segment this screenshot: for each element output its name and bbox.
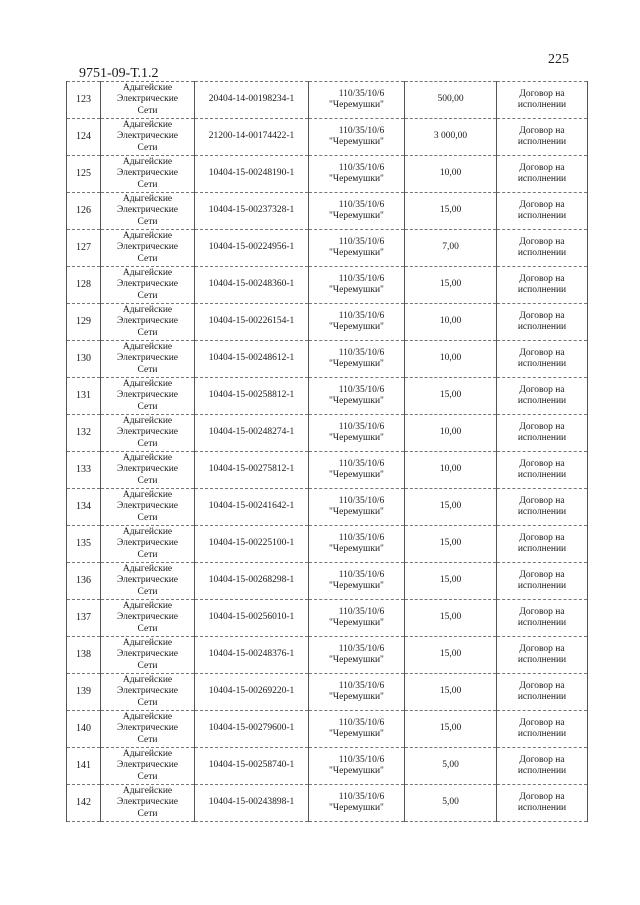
status-line: Договор на — [519, 532, 565, 543]
org-line: Сети — [137, 401, 158, 412]
table-row — [67, 563, 588, 600]
org-line: Адыгейские — [122, 748, 173, 759]
organization-cell — [101, 785, 195, 822]
status-line: Договор на — [519, 384, 565, 395]
power-value: 10,00 — [405, 415, 497, 452]
substation-voltage: 110/35/10/6 — [338, 88, 385, 99]
contract-number: 10404-15-00268298-1 — [195, 563, 309, 600]
substation-name: "Черемушки" — [329, 507, 384, 517]
table-row — [67, 230, 588, 267]
status-line: исполнении — [517, 248, 567, 258]
organization-cell — [101, 452, 195, 489]
row-number: 130 — [67, 341, 101, 378]
org-line: Адыгейские — [122, 489, 173, 500]
contract-number: 10404-15-00248274-1 — [195, 415, 309, 452]
org-line: Электрические — [116, 242, 179, 253]
table-row — [67, 193, 588, 230]
substation-cell — [309, 674, 405, 711]
organization-cell — [101, 489, 195, 526]
status-line: Договор на — [519, 236, 565, 247]
organization-cell — [101, 82, 195, 119]
row-number: 136 — [67, 563, 101, 600]
table-row — [67, 452, 588, 489]
row-number: 138 — [67, 637, 101, 674]
organization-cell — [101, 378, 195, 415]
organization-cell — [101, 526, 195, 563]
contract-number: 10404-15-00279600-1 — [195, 711, 309, 748]
power-value: 15,00 — [405, 563, 497, 600]
status-line: исполнении — [517, 322, 567, 332]
org-line: Электрические — [116, 649, 179, 660]
org-line: Сети — [137, 327, 158, 338]
contract-number: 10404-15-00243898-1 — [195, 785, 309, 822]
row-number: 133 — [67, 452, 101, 489]
organization-cell — [101, 156, 195, 193]
contract-number: 10404-15-00248612-1 — [195, 341, 309, 378]
substation-voltage: 110/35/10/6 — [338, 643, 385, 654]
table-row — [67, 119, 588, 156]
org-line: Электрические — [116, 686, 179, 697]
org-line: Адыгейские — [122, 415, 173, 426]
org-line: Сети — [137, 438, 158, 449]
status-line: исполнении — [517, 211, 567, 221]
org-line: Адыгейские — [122, 304, 173, 315]
organization-cell — [101, 600, 195, 637]
org-line: Сети — [137, 216, 158, 227]
contract-number: 10404-15-00248190-1 — [195, 156, 309, 193]
contract-status — [497, 193, 588, 230]
row-number: 140 — [67, 711, 101, 748]
substation-cell — [309, 563, 405, 600]
power-value: 500,00 — [405, 82, 497, 119]
status-line: Договор на — [519, 310, 565, 321]
organization-cell — [101, 119, 195, 156]
status-line: исполнении — [517, 100, 567, 110]
contract-number: 10404-15-00248360-1 — [195, 267, 309, 304]
power-value: 15,00 — [405, 711, 497, 748]
org-line: Сети — [137, 142, 158, 153]
substation-name: "Черемушки" — [329, 766, 384, 776]
org-line: Сети — [137, 179, 158, 190]
status-line: исполнении — [517, 655, 567, 665]
org-line: Адыгейские — [122, 785, 173, 796]
table-row — [67, 304, 588, 341]
org-line: Сети — [137, 660, 158, 671]
substation-name: "Черемушки" — [329, 248, 384, 258]
row-number: 129 — [67, 304, 101, 341]
contract-status — [497, 563, 588, 600]
status-line: исполнении — [517, 433, 567, 443]
status-line: исполнении — [517, 803, 567, 813]
org-line: Адыгейские — [122, 674, 173, 685]
substation-name: "Черемушки" — [329, 211, 384, 221]
substation-voltage: 110/35/10/6 — [338, 421, 385, 432]
row-number: 126 — [67, 193, 101, 230]
status-line: Договор на — [519, 680, 565, 691]
status-line: Договор на — [519, 347, 565, 358]
organization-cell — [101, 267, 195, 304]
power-value: 15,00 — [405, 489, 497, 526]
status-line: Договор на — [519, 717, 565, 728]
power-value: 5,00 — [405, 785, 497, 822]
substation-voltage: 110/35/10/6 — [338, 791, 385, 802]
substation-voltage: 110/35/10/6 — [338, 310, 385, 321]
org-line: Сети — [137, 475, 158, 486]
contract-status — [497, 156, 588, 193]
org-line: Адыгейские — [122, 452, 173, 463]
organization-cell — [101, 304, 195, 341]
org-line: Электрические — [116, 464, 179, 475]
substation-cell — [309, 119, 405, 156]
contract-number: 20404-14-00198234-1 — [195, 82, 309, 119]
row-number: 132 — [67, 415, 101, 452]
substation-name: "Черемушки" — [329, 729, 384, 739]
table-row — [67, 748, 588, 785]
power-value: 15,00 — [405, 193, 497, 230]
power-value: 15,00 — [405, 600, 497, 637]
substation-voltage: 110/35/10/6 — [338, 680, 385, 691]
org-line: Сети — [137, 771, 158, 782]
contract-number: 10404-15-00275812-1 — [195, 452, 309, 489]
substation-voltage: 110/35/10/6 — [338, 162, 385, 173]
substation-cell — [309, 415, 405, 452]
substation-cell — [309, 378, 405, 415]
contract-number: 10404-15-00237328-1 — [195, 193, 309, 230]
org-line: Электрические — [116, 723, 179, 734]
contract-number: 10404-15-00226154-1 — [195, 304, 309, 341]
org-line: Сети — [137, 549, 158, 560]
org-line: Электрические — [116, 538, 179, 549]
organization-cell — [101, 193, 195, 230]
row-number: 127 — [67, 230, 101, 267]
contract-status — [497, 526, 588, 563]
substation-cell — [309, 230, 405, 267]
contract-number: 21200-14-00174422-1 — [195, 119, 309, 156]
org-line: Адыгейские — [122, 711, 173, 722]
power-value: 3 000,00 — [405, 119, 497, 156]
contract-status — [497, 489, 588, 526]
substation-name: "Черемушки" — [329, 544, 384, 554]
substation-name: "Черемушки" — [329, 433, 384, 443]
status-line: исполнении — [517, 174, 567, 184]
org-line: Сети — [137, 623, 158, 634]
contract-status — [497, 119, 588, 156]
contract-number: 10404-15-00258740-1 — [195, 748, 309, 785]
substation-name: "Черемушки" — [329, 359, 384, 369]
substation-voltage: 110/35/10/6 — [338, 532, 385, 543]
substation-cell — [309, 341, 405, 378]
org-line: Сети — [137, 808, 158, 819]
substation-cell — [309, 600, 405, 637]
substation-voltage: 110/35/10/6 — [338, 273, 385, 284]
status-line: Договор на — [519, 458, 565, 469]
organization-cell — [101, 415, 195, 452]
status-line: исполнении — [517, 692, 567, 702]
substation-voltage: 110/35/10/6 — [338, 717, 385, 728]
row-number: 137 — [67, 600, 101, 637]
org-line: Электрические — [116, 94, 179, 105]
table-row — [67, 82, 588, 119]
contract-number: 10404-15-00258812-1 — [195, 378, 309, 415]
status-line: исполнении — [517, 137, 567, 147]
substation-voltage: 110/35/10/6 — [338, 199, 385, 210]
substation-cell — [309, 526, 405, 563]
contract-number: 10404-15-00224956-1 — [195, 230, 309, 267]
org-line: Сети — [137, 105, 158, 116]
org-line: Адыгейские — [122, 600, 173, 611]
substation-name: "Черемушки" — [329, 470, 384, 480]
substation-name: "Черемушки" — [329, 803, 384, 813]
row-number: 141 — [67, 748, 101, 785]
org-line: Сети — [137, 697, 158, 708]
table-row — [67, 378, 588, 415]
status-line: исполнении — [517, 359, 567, 369]
row-number: 128 — [67, 267, 101, 304]
status-line: Договор на — [519, 199, 565, 210]
status-line: Договор на — [519, 754, 565, 765]
status-line: Договор на — [519, 421, 565, 432]
contract-number: 10404-15-00225100-1 — [195, 526, 309, 563]
substation-voltage: 110/35/10/6 — [338, 384, 385, 395]
substation-cell — [309, 156, 405, 193]
org-line: Электрические — [116, 316, 179, 327]
status-line: исполнении — [517, 285, 567, 295]
contract-status — [497, 637, 588, 674]
substation-voltage: 110/35/10/6 — [338, 754, 385, 765]
contract-status — [497, 304, 588, 341]
table-row — [67, 711, 588, 748]
table-row — [67, 489, 588, 526]
org-line: Электрические — [116, 353, 179, 364]
substation-name: "Черемушки" — [329, 322, 384, 332]
substation-name: "Черемушки" — [329, 285, 384, 295]
org-line: Адыгейские — [122, 378, 173, 389]
table-row — [67, 267, 588, 304]
org-line: Адыгейские — [122, 341, 173, 352]
page-number: 225 — [548, 52, 569, 67]
power-value: 7,00 — [405, 230, 497, 267]
org-line: Электрические — [116, 501, 179, 512]
status-line: Договор на — [519, 569, 565, 580]
org-line: Адыгейские — [122, 526, 173, 537]
org-line: Электрические — [116, 427, 179, 438]
org-line: Электрические — [116, 612, 179, 623]
substation-cell — [309, 637, 405, 674]
contract-status — [497, 600, 588, 637]
contract-number: 10404-15-00256010-1 — [195, 600, 309, 637]
status-line: Договор на — [519, 791, 565, 802]
org-line: Электрические — [116, 205, 179, 216]
status-line: Договор на — [519, 88, 565, 99]
substation-cell — [309, 785, 405, 822]
power-value: 10,00 — [405, 156, 497, 193]
organization-cell — [101, 711, 195, 748]
table-row — [67, 674, 588, 711]
contract-status — [497, 82, 588, 119]
substation-cell — [309, 489, 405, 526]
table-row — [67, 637, 588, 674]
contract-status — [497, 785, 588, 822]
substation-voltage: 110/35/10/6 — [338, 495, 385, 506]
org-line: Электрические — [116, 575, 179, 586]
row-number: 123 — [67, 82, 101, 119]
status-line: исполнении — [517, 766, 567, 776]
substation-name: "Черемушки" — [329, 655, 384, 665]
status-line: исполнении — [517, 470, 567, 480]
org-line: Электрические — [116, 760, 179, 771]
row-number: 134 — [67, 489, 101, 526]
power-value: 15,00 — [405, 526, 497, 563]
substation-cell — [309, 267, 405, 304]
status-line: Договор на — [519, 273, 565, 284]
contract-status — [497, 230, 588, 267]
org-line: Электрические — [116, 390, 179, 401]
power-value: 10,00 — [405, 452, 497, 489]
substation-name: "Черемушки" — [329, 100, 384, 110]
table-row — [67, 341, 588, 378]
table-row — [67, 600, 588, 637]
substation-voltage: 110/35/10/6 — [338, 569, 385, 580]
org-line: Адыгейские — [122, 82, 173, 93]
substation-cell — [309, 304, 405, 341]
status-line: исполнении — [517, 618, 567, 628]
table-row — [67, 156, 588, 193]
row-number: 125 — [67, 156, 101, 193]
substation-voltage: 110/35/10/6 — [338, 236, 385, 247]
org-line: Адыгейские — [122, 119, 173, 130]
status-line: исполнении — [517, 729, 567, 739]
table-row — [67, 415, 588, 452]
row-number: 135 — [67, 526, 101, 563]
organization-cell — [101, 341, 195, 378]
table-row — [67, 785, 588, 822]
organization-cell — [101, 637, 195, 674]
substation-cell — [309, 711, 405, 748]
status-line: исполнении — [517, 544, 567, 554]
org-line: Сети — [137, 512, 158, 523]
org-line: Адыгейские — [122, 563, 173, 574]
status-line: исполнении — [517, 396, 567, 406]
row-number: 142 — [67, 785, 101, 822]
substation-voltage: 110/35/10/6 — [338, 606, 385, 617]
contract-status — [497, 341, 588, 378]
power-value: 10,00 — [405, 341, 497, 378]
org-line: Адыгейские — [122, 230, 173, 241]
substation-cell — [309, 452, 405, 489]
substation-voltage: 110/35/10/6 — [338, 125, 385, 136]
substation-name: "Черемушки" — [329, 581, 384, 591]
table-body — [67, 82, 588, 822]
contract-status — [497, 748, 588, 785]
org-line: Адыгейские — [122, 193, 173, 204]
power-value: 15,00 — [405, 637, 497, 674]
status-line: Договор на — [519, 495, 565, 506]
status-line: Договор на — [519, 643, 565, 654]
substation-voltage: 110/35/10/6 — [338, 458, 385, 469]
substation-cell — [309, 82, 405, 119]
substation-name: "Черемушки" — [329, 618, 384, 628]
organization-cell — [101, 563, 195, 600]
organization-cell — [101, 674, 195, 711]
substation-cell — [309, 193, 405, 230]
power-value: 15,00 — [405, 378, 497, 415]
row-number: 131 — [67, 378, 101, 415]
contract-status — [497, 452, 588, 489]
status-line: исполнении — [517, 507, 567, 517]
substation-name: "Черемушки" — [329, 137, 384, 147]
document-code: 9751-09-Т.1.2 — [79, 66, 159, 81]
table-row — [67, 526, 588, 563]
power-value: 15,00 — [405, 267, 497, 304]
organization-cell — [101, 230, 195, 267]
contract-status — [497, 267, 588, 304]
power-value: 5,00 — [405, 748, 497, 785]
org-line: Адыгейские — [122, 267, 173, 278]
contract-status — [497, 415, 588, 452]
organization-cell — [101, 748, 195, 785]
status-line: Договор на — [519, 606, 565, 617]
org-line: Сети — [137, 364, 158, 375]
contract-number: 10404-15-00269220-1 — [195, 674, 309, 711]
contracts-table — [66, 81, 588, 822]
org-line: Электрические — [116, 279, 179, 290]
substation-name: "Черемушки" — [329, 692, 384, 702]
contract-status — [497, 711, 588, 748]
row-number: 124 — [67, 119, 101, 156]
org-line: Электрические — [116, 131, 179, 142]
status-line: Договор на — [519, 162, 565, 173]
status-line: исполнении — [517, 581, 567, 591]
status-line: Договор на — [519, 125, 565, 136]
org-line: Электрические — [116, 797, 179, 808]
org-line: Сети — [137, 734, 158, 745]
org-line: Адыгейские — [122, 637, 173, 648]
contract-number: 10404-15-00241642-1 — [195, 489, 309, 526]
power-value: 10,00 — [405, 304, 497, 341]
org-line: Сети — [137, 290, 158, 301]
org-line: Сети — [137, 253, 158, 264]
contract-status — [497, 674, 588, 711]
substation-cell — [309, 748, 405, 785]
contract-number: 10404-15-00248376-1 — [195, 637, 309, 674]
substation-name: "Черемушки" — [329, 174, 384, 184]
substation-voltage: 110/35/10/6 — [338, 347, 385, 358]
contract-status — [497, 378, 588, 415]
substation-name: "Черемушки" — [329, 396, 384, 406]
row-number: 139 — [67, 674, 101, 711]
org-line: Сети — [137, 586, 158, 597]
org-line: Электрические — [116, 168, 179, 179]
power-value: 15,00 — [405, 674, 497, 711]
org-line: Адыгейские — [122, 156, 173, 167]
